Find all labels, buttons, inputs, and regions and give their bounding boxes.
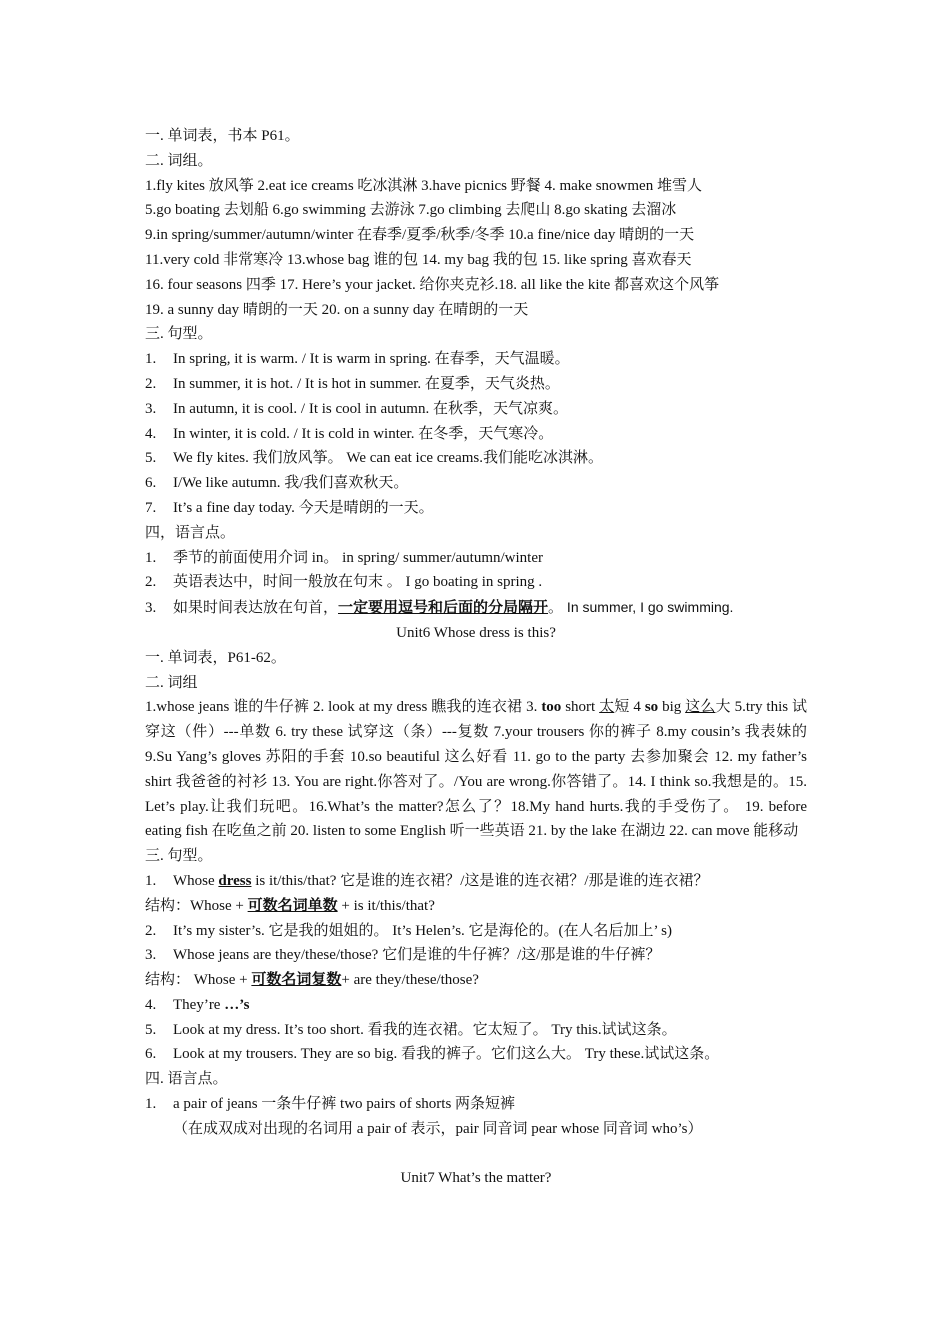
- phrase-line: 9.in spring/summer/autumn/winter 在春季/夏季/秋季/冬季 10.a fine/nice day 晴朗的一天: [145, 227, 695, 244]
- sentence-item: 4. In winter, it is cold. / It is cold in winter. 在冬季，天气寒冷。: [145, 425, 554, 442]
- phrase-line: 5.go boating 去划船 6.go swimming 去游泳 7.go climbing 去爬山 8.go skating 去溜冰: [145, 202, 677, 219]
- unit6-title: Unit6 Whose dress is this?: [396, 624, 556, 641]
- section-heading-language-points: 四. 语言点。: [145, 1071, 228, 1088]
- phrase-paragraph: 1.whose jeans 谁的牛仔裤 2. look at my dress 瞧我的连衣裙 3. too short 太短 4 so big 这么大 5.try this 试穿这（件）---单数 6. try these 试穿这（条）---复数 7.your trousers 你的裤子 8.my cousin’s 我表妹的 9.Su Yang’s gloves 苏阳的手套 10.so beautiful 这么好看 11. go to the party 去参加聚会 12. my father’s shirt 我爸爸的衬衫 13. You are right.你答对了。/You are wrong.你答错了。14. I think so.我想是的。15. Let’s play.让我们玩吧。16.What’s the matter?怎么了？18.My hand hurts.我的手受伤了。 19. before eating fish 在吃鱼之前 20. listen to some English 听一些英语 21. by the lake 在湖边 22. can move 能移动: [145, 699, 807, 840]
- phrase-line: 19. a sunny day 晴朗的一天 20. on a sunny day 在晴朗的一天: [145, 301, 529, 318]
- language-point-note: （在成双成对出现的名词用 a pair of 表示，pair 同音词 pear whose 同音词 who’s）: [173, 1120, 703, 1137]
- language-point: 2. 英语表达中，时间一般放在句末 。 I go boating in spring .: [145, 574, 543, 591]
- sentence-item: 3. Whose jeans are they/these/those? 它们是谁的牛仔裤？/这/那是谁的牛仔裤？: [145, 947, 661, 964]
- phrase-line: 11.very cold 非常寒冷 13.whose bag 谁的包 14. my bag 我的包 15. like spring 喜欢春天: [145, 251, 692, 268]
- language-point: 3. 如果时间表达放在句首，一定要用逗号和后面的分局隔开。 In summer, I go swimming.: [145, 599, 734, 617]
- section-heading-phrases: 二. 词组: [145, 674, 198, 691]
- language-point: 1. 季节的前面使用介词 in。 in spring/ summer/autumn/winter: [145, 549, 543, 566]
- structure-note: 结构： Whose + 可数名词复数+ are they/these/those?: [145, 972, 479, 989]
- sentence-item: 2. It’s my sister’s. 它是我的姐姐的。 It’s Helen’s. 它是海伦的。(在人名后加上’ s): [145, 922, 673, 939]
- sentence-item: 5. We fly kites. 我们放风筝。 We can eat ice creams.我们能吃冰淇淋。: [145, 450, 603, 467]
- phrase-line: 16. four seasons 四季 17. Here’s your jacket. 给你夹克衫.18. all like the kite 都喜欢这个风筝: [145, 276, 720, 293]
- sentence-item: 6. I/We like autumn. 我/我们喜欢秋天。: [145, 475, 409, 492]
- phrase-line: 1.fly kites 放风筝 2.eat ice creams 吃冰淇淋 3.have picnics 野餐 4. make snowmen 堆雪人: [145, 177, 702, 194]
- section-heading-sentences: 三. 句型。: [145, 326, 213, 343]
- structure-note: 结构：Whose + 可数名词单数 + is it/this/that?: [145, 897, 435, 914]
- sentence-item: 2. In summer, it is hot. / It is hot in summer. 在夏季，天气炎热。: [145, 375, 560, 392]
- sentence-item: 3. In autumn, it is cool. / It is cool in autumn. 在秋季，天气凉爽。: [145, 400, 568, 417]
- sentence-item: 4. They’re …’s: [145, 996, 250, 1013]
- sentence-item: 5. Look at my dress. It’s too short. 看我的连衣裙。它太短了。 Try this.试试这条。: [145, 1021, 677, 1038]
- section-heading-language-points: 四，语言点。: [145, 524, 236, 541]
- section-heading-phrases: 二. 词组。: [145, 152, 213, 169]
- section-heading-vocabulary: 一. 单词表，书本 P61。: [145, 128, 300, 144]
- blank-line: [145, 1142, 807, 1167]
- sentence-item: 1. Whose dress is it/this/that? 它是谁的连衣裙？/这是谁的连衣裙？/那是谁的连衣裙？: [145, 872, 709, 889]
- section-heading-vocabulary: 一. 单词表，P61-62。: [145, 649, 286, 666]
- unit7-title: Unit7 What’s the matter?: [400, 1170, 552, 1187]
- sentence-item: 7. It’s a fine day today. 今天是晴朗的一天。: [145, 499, 434, 516]
- section-heading-sentences: 三. 句型。: [145, 848, 213, 865]
- sentence-item: 1. In spring, it is warm. / It is warm in spring. 在春季，天气温暖。: [145, 351, 570, 368]
- language-point: 1. a pair of jeans 一条牛仔裤 two pairs of shorts 两条短裤: [145, 1096, 516, 1113]
- document-page: [145, 124, 807, 1191]
- sentence-item: 6. Look at my trousers. They are so big. 看我的裤子。它们这么大。 Try these.试试这条。: [145, 1046, 720, 1063]
